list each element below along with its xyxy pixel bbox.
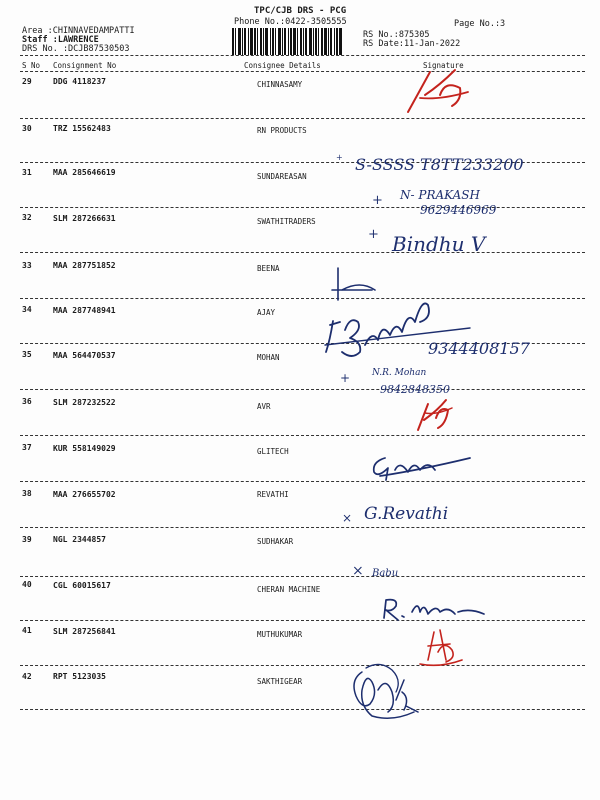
row-consignee: CHERAN MACHINE [257, 585, 321, 594]
col-consignee: Consignee Details [244, 61, 321, 70]
row-consignment: TRZ 15562483 [53, 124, 111, 133]
row-divider [20, 435, 585, 436]
row-divider [20, 162, 585, 163]
row-consignee: CHINNASAMY [257, 80, 303, 89]
row-consignee: MUTHUKUMAR [257, 630, 303, 639]
row-consignee: SAKTHIGEAR [257, 677, 303, 686]
row-sno: 34 [22, 305, 32, 314]
area-label: Area :CHINNAVEDAMPATTI [22, 26, 135, 36]
row-divider [20, 389, 585, 390]
row-divider [20, 252, 585, 253]
handwriting-row-30: S-SSSS T8TT233200 [355, 155, 524, 174]
row-sno: 29 [22, 77, 32, 86]
row-consignee: GLITECH [257, 447, 289, 456]
row-sno: 33 [22, 261, 32, 270]
signature-row-36 [418, 400, 452, 430]
row-consignee: SWATHITRADERS [257, 217, 316, 226]
row-consignee: MOHAN [257, 353, 280, 362]
handwriting-cross: × [342, 511, 353, 525]
row-consignment: SLM 287232522 [53, 398, 116, 407]
barcode [232, 28, 356, 55]
handwriting-row-35-name: N.R. Mohan [372, 368, 427, 378]
rs-date: RS Date:11-Jan-2022 [363, 39, 461, 49]
handwriting-row-31-phone: 9629446969 [420, 203, 497, 217]
col-consignment: Consignment No [53, 61, 117, 70]
handwriting-cross: + [336, 153, 343, 162]
handwriting-cross: × [352, 563, 364, 579]
row-divider [20, 709, 585, 710]
drs-number: DRS No. :DCJB87530503 [22, 44, 130, 54]
handwriting-cross: + [368, 227, 379, 242]
row-sno: 35 [22, 350, 32, 359]
row-consignee: AVR [257, 402, 271, 411]
row-consignee: SUDHAKAR [257, 537, 294, 546]
row-divider [20, 343, 585, 344]
handwriting-cross: + [372, 193, 383, 208]
row-consignee: AJAY [257, 308, 276, 317]
handwriting-row-34: 9344408157 [428, 339, 530, 358]
row-divider [20, 118, 585, 119]
col-signature: Signature [423, 61, 464, 70]
handwriting-row-32: Bindhu V [392, 232, 486, 256]
row-sno: 41 [22, 626, 32, 635]
signature-row-40 [384, 600, 484, 620]
row-consignment: MAA 287748941 [53, 306, 116, 315]
handwriting-cross: + [340, 371, 351, 385]
row-consignee: RN PRODUCTS [257, 126, 307, 135]
row-divider [20, 481, 585, 482]
staff-label: Staff :LAWRENCE [22, 35, 99, 45]
row-consignment: MAA 285646619 [53, 168, 116, 177]
row-consignee: BEENA [257, 264, 280, 273]
row-consignment: MAA 276655702 [53, 490, 116, 499]
handwriting-row-35-phone: 9842848350 [380, 383, 450, 396]
handwriting-row-31-name: N- PRAKASH [400, 188, 480, 202]
row-sno: 39 [22, 535, 32, 544]
row-sno: 32 [22, 213, 32, 222]
row-divider [20, 620, 585, 621]
rs-number: RS No.:875305 [363, 30, 430, 40]
row-divider [20, 298, 585, 299]
row-consignment: DDG 4118237 [53, 77, 106, 86]
row-consignee: REVATHI [257, 490, 289, 499]
row-consignment: SLM 287256841 [53, 627, 116, 636]
row-consignment: CGL 60015617 [53, 581, 111, 590]
handwriting-row-38: G.Revathi [364, 504, 449, 524]
row-divider [20, 207, 585, 208]
header-rule-top [20, 55, 585, 56]
row-consignment: MAA 564470537 [53, 351, 116, 360]
header-rule-bottom [20, 71, 585, 72]
row-divider [20, 665, 585, 666]
page-number: Page No.:3 [454, 19, 506, 29]
row-consignment: RPT 5123035 [53, 672, 106, 681]
row-sno: 30 [22, 124, 32, 133]
row-consignee: SUNDAREASAN [257, 172, 307, 181]
row-divider [20, 527, 585, 528]
row-sno: 42 [22, 672, 32, 681]
row-sno: 31 [22, 168, 32, 177]
col-sno: S No [22, 61, 41, 70]
row-sno: 36 [22, 397, 32, 406]
row-sno: 38 [22, 489, 32, 498]
row-divider [20, 576, 585, 577]
handwriting-row-39: Babu [372, 568, 399, 579]
signature-row-41 [420, 630, 462, 665]
row-consignment: KUR 558149029 [53, 444, 116, 453]
row-sno: 40 [22, 580, 32, 589]
row-sno: 37 [22, 443, 32, 452]
row-consignment: SLM 287266631 [53, 214, 116, 223]
signature-row-37 [374, 458, 470, 480]
document-title: TPC/CJB DRS - PCG [254, 6, 347, 16]
row-consignment: MAA 287751852 [53, 261, 116, 270]
signature-row-42 [354, 664, 418, 718]
row-consignment: NGL 2344857 [53, 535, 106, 544]
signature-row-29 [408, 70, 468, 112]
phone-number: Phone No.:0422-3505555 [234, 17, 347, 27]
